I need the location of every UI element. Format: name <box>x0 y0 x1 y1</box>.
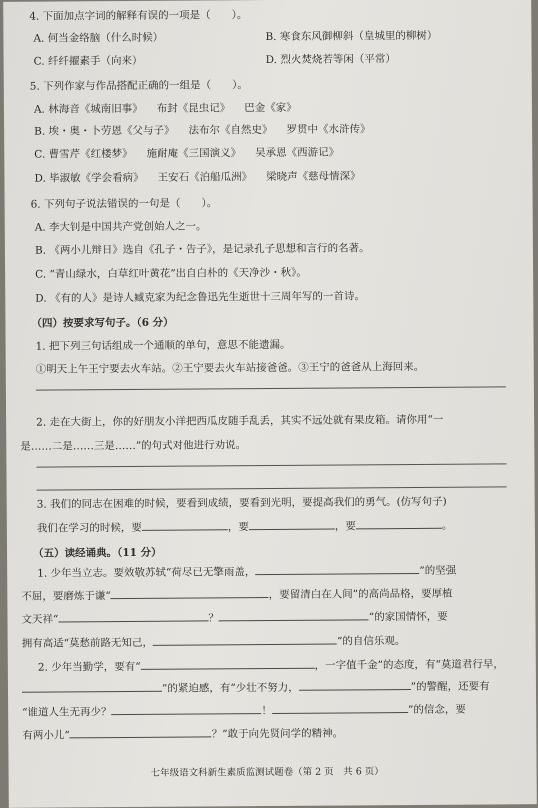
answer-line[interactable] <box>37 486 507 490</box>
q5-stem: 5. 下列作家与作品搭配正确的一组是（ ）。 <box>29 79 248 93</box>
s5-line7: “谁道人生无再少？ ！ ”的信念，要 <box>22 703 466 719</box>
q6-stem: 6. 下列句子说法错误的一句是（ ）。 <box>30 197 218 211</box>
s5-line5: 2. 少年当勤学，要有“ ，一字值千金”的态度，有“莫道君行早， <box>37 658 504 674</box>
q4-option-d: D. 烈火焚烧若等闲（平常） <box>265 53 396 67</box>
answer-blank[interactable] <box>70 726 212 738</box>
s5-line6: ”的紧迫感，有“少壮不努力， ”的警醒，还要有 <box>22 678 490 696</box>
q5-option-a: A. 林海音《城南旧事》 布封《昆虫记》 巴金《家》 <box>33 101 297 116</box>
q6-option-d: D. 《有的人》是诗人臧克家为纪念鲁迅先生逝世十三周年写的一首诗。 <box>35 290 366 305</box>
s4-q3-line2: 我们在学习的时候，要 ，要 ，要 。 <box>36 519 453 535</box>
answer-line[interactable] <box>36 386 506 390</box>
q6-option-b: B. 《两小儿辩日》选自《孔子・告子》，是记录孔子思想和言行的名著。 <box>34 242 370 257</box>
s5-line8: 有两小儿“ ？”敢于向先贤问学的精神。 <box>22 727 344 742</box>
q5-option-c: C. 曹雪芹《红楼梦》 施耐庵《三国演义》 吴承恩《西游记》 <box>34 146 340 161</box>
section5-title: （五）读经诵典。（11 分） <box>33 546 162 560</box>
q5-option-b: B. 埃・奥・卜劳恩《父与子》 法布尔《自然史》 罗贯中《水浒传》 <box>34 123 371 138</box>
answer-blank[interactable] <box>141 658 315 670</box>
answer-blank[interactable] <box>249 519 335 531</box>
s4-q1-sentences: ①明天上午王宁要去火车站。②王宁要去火车站接爸爸。③王宁的爸爸从上海回来。 <box>35 360 425 376</box>
s5-line1: 1. 少年当立志。要效敬苏轼“荷尽已无擎雨盖， ”的坚强 <box>37 564 457 580</box>
q4-stem: 4. 下面加点字词的解释有误的一项是（ ）。 <box>29 9 248 23</box>
s4-q1-stem: 1. 把下列三句话组成一个通顺的单句，意思不能遗漏。 <box>35 338 291 353</box>
answer-line[interactable] <box>36 463 506 467</box>
answer-blank[interactable] <box>22 681 162 693</box>
answer-blank[interactable] <box>219 609 369 621</box>
s5-line2: 不屈，要磨炼于谦“ ，要留清白在人间”的高尚品格，要厚植 <box>21 587 453 603</box>
answer-blank[interactable] <box>111 587 269 599</box>
answer-blank[interactable] <box>255 563 419 575</box>
answer-blank[interactable] <box>272 702 408 714</box>
s4-q2-line1: 2. 走在大街上，你的好朋友小洋把西瓜皮随手乱丢，其实不远处就有果皮箱。请你用“一 <box>36 413 444 429</box>
q4-option-b: B. 寒食东风御柳斜（皇城里的柳树） <box>265 29 438 44</box>
answer-blank[interactable] <box>356 518 442 530</box>
s4-q3-line1: 3. 我们的同志在困难的时候，要看到成绩，要看到光明，要提高我们的勇气。(仿写句子) <box>36 495 447 511</box>
q4-option-a: A. 何当金络脑（什么时候） <box>33 31 164 45</box>
exam-page <box>3 0 537 808</box>
answer-blank[interactable] <box>153 634 337 646</box>
q6-option-c: C. “青山绿水，白草红叶黄花”出自白朴的《天净沙・秋》。 <box>35 266 307 281</box>
answer-blank[interactable] <box>111 703 261 715</box>
answer-blank[interactable] <box>142 519 228 531</box>
q4-option-c: C. 纤纤擢素手（向来） <box>33 54 143 68</box>
answer-blank[interactable] <box>299 679 411 691</box>
answer-blank[interactable] <box>58 610 208 622</box>
s5-line4: 拥有高适“莫愁前路无知己， ”的自信乐观。 <box>21 635 406 650</box>
s5-line3: 文天祥“ ？ ”的家国情怀，要 <box>21 610 448 626</box>
s4-q2-line2: 是……二是……三是……”的句式对他进行劝说。 <box>20 439 247 453</box>
section4-title: （四）按要求写句子。（6 分） <box>31 316 174 330</box>
q6-option-a: A. 李大钊是中国共产党创始人之一。 <box>34 220 207 234</box>
page-footer: 七年级语文科新生素质监测试题卷（第 2 页 共 6 页） <box>150 766 384 779</box>
q5-option-d: D. 毕淑敏《学会看病》 王安石《泊船瓜洲》 梁晓声《慈母情深》 <box>34 170 361 185</box>
